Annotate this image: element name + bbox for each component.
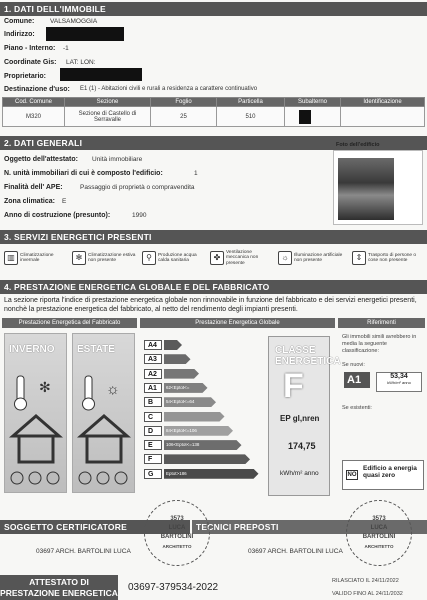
table-row [3, 107, 425, 127]
nuovi-unit: kWh/m² anno [387, 380, 411, 385]
stamp-number: 3573 [170, 516, 184, 522]
th-sezione: Sezione [65, 98, 151, 107]
service-label: Produzione acqua calda sanitaria [158, 252, 197, 263]
n-unita-value: 1 [194, 170, 198, 177]
stamp-last-name: BARTOLINI [160, 534, 194, 540]
rilasciato-date: RILASCIATO IL 24/11/2022 [332, 578, 399, 584]
attestato-badge [0, 575, 118, 600]
nuovi-class-badge: A1 [344, 372, 370, 388]
stamp-first-name: LUCA [168, 525, 186, 531]
stamp-last-name: BARTOLINI [362, 534, 396, 540]
snowflake-icon: ✻ [39, 379, 51, 395]
photo-label: Foto dell'edificio [336, 142, 380, 148]
snowflake-icon: ✻ [72, 251, 86, 265]
technician-name: 03697 ARCH. BARTOLINI LUCA [248, 548, 343, 555]
class-bar-a3 [164, 354, 191, 364]
stamp-first-name: LUCA [370, 525, 388, 531]
stamp-title: ARCHITETTO [162, 544, 192, 549]
service-lighting [278, 246, 348, 270]
section-title-servizi: 3. SERVIZI ENERGETICI PRESENTI [0, 230, 427, 244]
summer-panel [72, 333, 135, 493]
class-range-d: 84<Eptot<=106 [166, 427, 197, 433]
class-bar-c [164, 412, 225, 422]
section-title-prestazione: 4. PRESTAZIONE ENERGETICA GLOBALE E DEL FABBRICATO [0, 280, 427, 294]
nuovi-value-box [376, 372, 422, 392]
oggetto-label: Oggetto dell'attestato: [4, 156, 78, 163]
class-range-a1: 62<Eptot<= [166, 384, 190, 390]
se-nuovi-label: Se nuovi: [342, 362, 365, 368]
class-bar-f [164, 454, 250, 464]
class-label-e: E [144, 440, 162, 450]
stamp-number: 3573 [372, 516, 386, 522]
stamp-title: ARCHITETTO [364, 544, 394, 549]
ep-label: EP gl,nren [280, 414, 320, 423]
col-head-riferimenti: Riferimenti [338, 318, 425, 328]
comune-value: VALSAMOGGIA [50, 18, 98, 25]
fan-icon: ✤ [210, 251, 224, 265]
oggetto-value: Unità immobiliare [92, 156, 143, 163]
class-bar-a4 [164, 340, 182, 350]
zona-label: Zona climatica: [4, 198, 55, 205]
service-label: Trasporto di persone o cose non presente [368, 252, 417, 263]
ep-unit: kWh/m² anno [280, 470, 319, 477]
radiator-icon: ▥ [4, 251, 18, 265]
destinazione-label: Destinazione d'uso: [4, 86, 70, 93]
n-unita-label: N. unità immobiliari di cui è composto l'edificio: [4, 170, 163, 177]
proprietario-label: Proprietario: [4, 73, 47, 80]
service-heating [4, 246, 66, 270]
class-label-f: F [144, 454, 162, 464]
anno-label: Anno di costruzione (presunto): [4, 212, 111, 219]
faucet-icon: ⚲ [142, 251, 156, 265]
class-bar-a2 [164, 369, 199, 379]
summer-title: ESTATE [77, 344, 115, 355]
class-range-g: Eptot>186 [166, 470, 187, 476]
cadastral-table [2, 97, 425, 127]
riferimenti-text: Gli immobili simili avrebbero in media la seguente classificazione: [342, 334, 417, 354]
col-head-globale: Prestazione Energetica Globale [140, 318, 335, 328]
attestato-line-2: PRESTAZIONE ENERGETICA [0, 588, 118, 598]
td-subalterno [285, 107, 341, 127]
service-ventilation [210, 246, 276, 270]
service-lift [352, 246, 424, 270]
piano-value: -1 [63, 45, 69, 52]
th-cod-comune: Cod. Comune [3, 98, 65, 107]
certificate-code: 03697-379534-2022 [128, 582, 219, 593]
service-hot-water [142, 246, 208, 270]
winter-panel [4, 333, 67, 493]
th-particella: Particella [217, 98, 285, 107]
td-cod-comune: M320 [3, 107, 65, 127]
soggetto-certificatore-title: SOGGETTO CERTIFICATORE [0, 520, 190, 534]
elevator-icon: ⇕ [352, 251, 366, 265]
nzeb-no-checkbox: NO [347, 472, 357, 478]
coord-label: Coordinate Gis: [4, 59, 57, 66]
classe-label: CLASSE ENERGETICA [275, 345, 341, 367]
certifier-name: 03697 ARCH. BARTOLINI LUCA [36, 548, 131, 555]
class-range-b: 54<Eptot<=64 [166, 399, 195, 405]
sun-icon: ☼ [106, 381, 120, 398]
td-sezione: Sezione di Castello di Serravalle [65, 107, 151, 127]
bulb-icon: ☼ [278, 251, 292, 265]
redacted-owner [60, 68, 142, 81]
nzeb-text: Edificio a energia quasi zero [363, 465, 417, 479]
section-4-intro: La sezione riporta l'indice di prestazione energetica globale non rinnovabile in funzione del fabbricato e dei servizi energetici presenti, nonchè la prestazione energetica del fabbricato, al netto del rendimento degli impianti presenti. [4, 297, 417, 313]
class-label-a3: A3 [144, 354, 162, 364]
attestato-line-1: ATTESTATO DI [29, 577, 89, 587]
tecnici-preposti-title: TECNICI PREPOSTI [192, 520, 427, 534]
anno-value: 1990 [132, 212, 147, 219]
redacted-subalterno [299, 110, 311, 124]
se-esistenti-label: Se esistenti: [342, 405, 372, 411]
architect-stamp-1 [144, 500, 210, 566]
td-particella: 510 [217, 107, 285, 127]
class-label-a1: A1 [144, 383, 162, 393]
service-label: Climatizzazione invernale [20, 252, 54, 263]
winter-title: INVERNO [9, 344, 55, 355]
th-foglio: Foglio [151, 98, 217, 107]
class-range-e: 106<Eptot<=138 [166, 442, 200, 448]
indirizzo-label: Indirizzo: [4, 31, 35, 38]
winter-icons [5, 334, 68, 494]
comune-label: Comune: [4, 18, 35, 25]
zona-value: E [62, 198, 67, 205]
class-label-a4: A4 [144, 340, 162, 350]
classe-title [275, 345, 341, 367]
service-label: Ventilazione meccanica non presente [226, 250, 259, 266]
class-label-c: C [144, 412, 162, 422]
service-label: Illuminazione artificiale non presente [294, 252, 343, 263]
valido-date: VALIDO FINO AL 24/11/2032 [332, 591, 403, 597]
nuovi-value: 53,34 [390, 373, 408, 380]
class-label-a2: A2 [144, 369, 162, 379]
building-photo [338, 158, 394, 220]
th-identificazione: Identificazione [341, 98, 425, 107]
class-label-g: G [144, 469, 162, 479]
section-title-dati-generali: 2. DATI GENERALI [0, 136, 427, 150]
piano-label: Piano - Interno: [4, 45, 56, 52]
finalita-label: Finalità dell' APE: [4, 184, 63, 191]
destinazione-value: E1 (1) - Abitazioni civili e rurali a residenza a carattere continuativo [80, 86, 258, 92]
td-identificazione [341, 107, 425, 127]
ep-value: 174,75 [288, 441, 316, 451]
th-subalterno: Subalterno [285, 98, 341, 107]
redacted-address [46, 27, 124, 41]
col-head-fabbricato: Prestazione Energetica del Fabbricato [2, 318, 137, 328]
finalita-value: Passaggio di proprietà o compravendita [80, 184, 195, 191]
class-label-b: B [144, 397, 162, 407]
table-header-row [3, 98, 425, 107]
service-cooling [72, 246, 138, 270]
summer-icons [73, 334, 136, 494]
service-label: Climatizzazione estiva non presente [88, 252, 136, 263]
class-label-d: D [144, 426, 162, 436]
architect-stamp-2 [346, 500, 412, 566]
classe-value: F [283, 367, 304, 405]
nzeb-box [342, 460, 424, 490]
section-title-dati-immobile: 1. DATI DELL'IMMOBILE [0, 2, 427, 16]
td-foglio: 25 [151, 107, 217, 127]
coord-value: LAT: LON: [66, 59, 96, 66]
